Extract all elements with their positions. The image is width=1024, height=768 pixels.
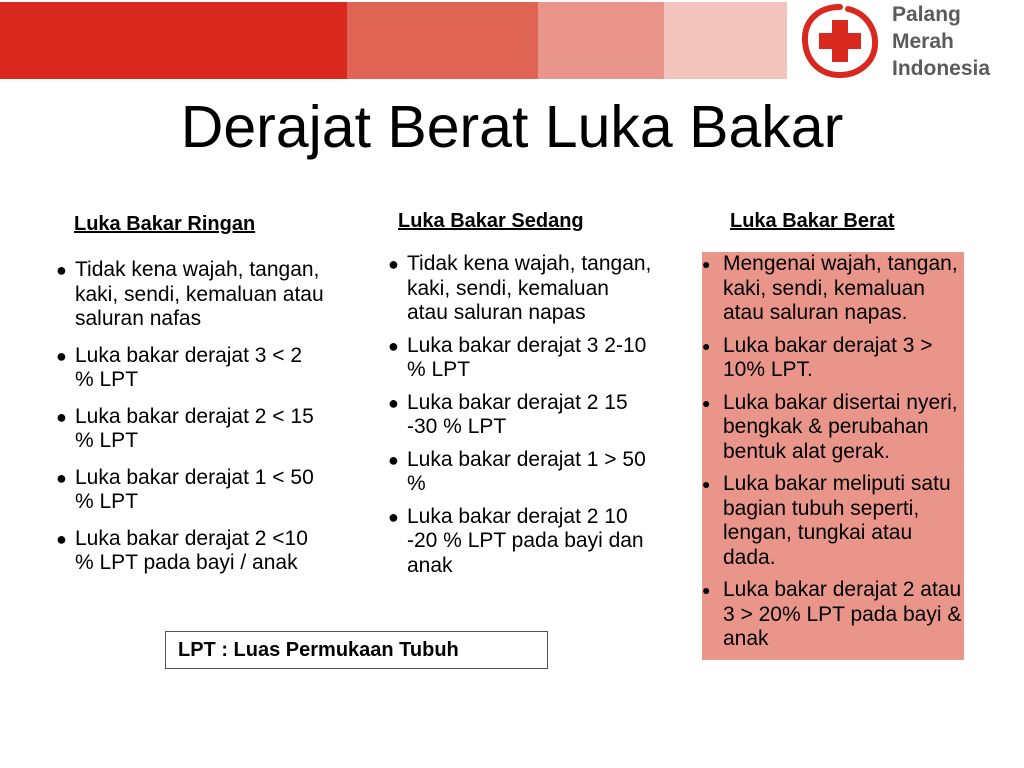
- list-item: [388, 448, 652, 497]
- list-item: [702, 472, 964, 570]
- bullet-icon: ●: [56, 345, 67, 366]
- bullet-icon: ●: [702, 582, 711, 598]
- list-item-text: Luka bakar derajat 1 > 50 %: [407, 447, 646, 495]
- bullet-icon: ●: [388, 392, 399, 413]
- pmi-logo: [800, 3, 1024, 79]
- bullet-icon: ●: [702, 256, 711, 272]
- bullet-icon: ●: [56, 528, 67, 549]
- list-item-text: Luka bakar meliputi satu bagian tubuh seperti, lengan, tungkai atau dada.: [723, 472, 951, 569]
- list-item: [56, 466, 324, 515]
- list-item: [702, 334, 964, 383]
- logo-wordmark: [892, 1, 990, 82]
- bullet-icon: ●: [388, 335, 399, 356]
- list-item: [702, 578, 964, 652]
- list-item-text: Luka bakar derajat 2 < 15 % LPT: [75, 404, 314, 452]
- list-item: [702, 252, 964, 326]
- list-item: [56, 258, 324, 332]
- list-item-text: Luka bakar derajat 3 < 2 % LPT: [75, 343, 303, 391]
- header-band-segment: [347, 2, 538, 79]
- list-item: [56, 344, 324, 393]
- list-item: [56, 527, 324, 576]
- list-item-text: Luka bakar derajat 2 atau 3 > 20% LPT pada bayi & anak: [723, 578, 962, 650]
- list-item-text: Tidak kena wajah, tangan, kaki, sendi, kemaluan atau saluran nafas: [75, 258, 324, 330]
- column-heading: Luka Bakar Sedang: [398, 210, 584, 232]
- bullet-icon: ●: [702, 476, 711, 492]
- bullet-icon: ●: [388, 449, 399, 470]
- list-item-text: Luka bakar derajat 2 10 -20 % LPT pada bayi dan anak: [407, 504, 644, 577]
- bullet-icon: ●: [388, 506, 399, 527]
- header-band-segment: [538, 2, 664, 79]
- logo-line: Indonesia: [892, 57, 991, 80]
- bullet-icon: ●: [702, 337, 711, 354]
- bullet-list: [702, 252, 964, 660]
- list-item: [388, 334, 652, 383]
- logo-line: Merah: [892, 30, 954, 53]
- list-item-text: Luka bakar derajat 3 2-10 % LPT: [407, 333, 647, 381]
- bullet-icon: ●: [56, 467, 67, 488]
- bullet-list: [388, 252, 652, 586]
- column-heading: Luka Bakar Berat: [730, 210, 895, 232]
- bullet-icon: ●: [56, 406, 67, 427]
- lpt-note-box: LPT : Luas Permukaan Tubuh: [165, 631, 548, 669]
- header-band-segment: [0, 2, 347, 79]
- list-item: [388, 252, 652, 326]
- column-heading: Luka Bakar Ringan: [74, 213, 256, 235]
- logo-line: Palang: [892, 3, 961, 26]
- red-cross-icon: [800, 3, 880, 79]
- bullet-icon: ●: [56, 260, 67, 280]
- list-item: [388, 505, 652, 579]
- list-item-text: Luka bakar derajat 3 > 10% LPT.: [723, 333, 933, 381]
- list-item-text: Luka bakar disertai nyeri, bengkak & perubahan bentuk alat gerak.: [723, 390, 958, 463]
- list-item: [56, 405, 324, 454]
- list-item: [388, 391, 652, 440]
- list-item-text: Mengenai wajah, tangan, kaki, sendi, kemaluan atau saluran napas.: [723, 252, 958, 324]
- bullet-icon: ●: [388, 254, 399, 274]
- header-band-segment: [664, 2, 787, 79]
- list-item-text: Luka bakar derajat 2 <10 % LPT pada bayi / anak: [75, 526, 308, 574]
- list-item: [702, 391, 964, 465]
- bullet-list: [56, 258, 324, 588]
- bullet-icon: ●: [702, 394, 711, 411]
- page-title: Derajat Berat Luka Bakar: [180, 94, 844, 160]
- list-item-text: Tidak kena wajah, tangan, kaki, sendi, kemaluan atau saluran napas: [407, 252, 652, 324]
- list-item-text: Luka bakar derajat 1 < 50 % LPT: [75, 465, 314, 513]
- list-item-text: Luka bakar derajat 2 15 -30 % LPT: [407, 390, 628, 438]
